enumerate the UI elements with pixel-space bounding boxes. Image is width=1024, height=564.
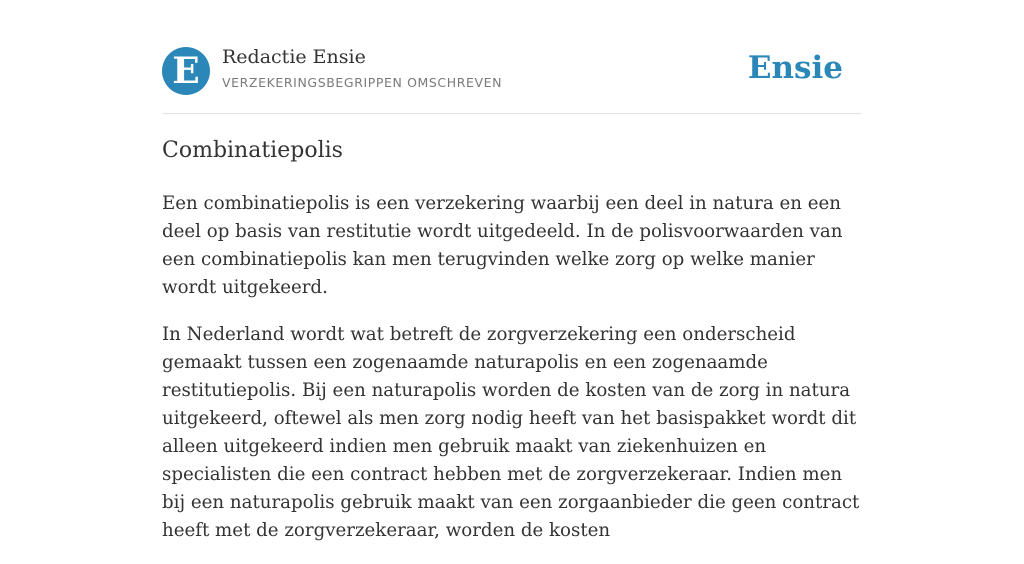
author-subtitle: VERZEKERINGSBEGRIPPEN OMSCHREVEN bbox=[222, 75, 503, 90]
ensie-logo-icon[interactable]: E bbox=[162, 47, 210, 95]
article-header bbox=[162, 46, 862, 96]
paragraph: In Nederland wordt wat betreft de zorgverzekering een onderscheid gemaakt tussen een zogenaamde naturapolis en een zogenaamde restitutiepolis. Bij een naturapolis worden de kosten van de zorg in natura uitgekeerd, oftewel als men zorg nodig heeft van het basispakket wordt dit alleen uitgekeerd indien men gebruik maakt van ziekenhuizen en specialisten die een contract hebben met de zorgverzekeraar. Indien men bij een naturapolis gebruik maakt van een zorgaanbieder die geen contract heeft met de zorgverzekeraar, worden de kosten bbox=[162, 324, 860, 541]
paragraph: Een combinatiepolis is een verzekering waarbij een deel in natura en een deel op basis van restitutie wordt uitgedeeld. In de polisvoorwaarden van een combinatiepolis kan men terugvinden welke zorg op welke manier wordt uitgekeerd. bbox=[162, 193, 843, 298]
author-name[interactable]: Redactie Ensie bbox=[222, 46, 366, 68]
header-divider bbox=[162, 113, 862, 114]
brand-logo[interactable]: Ensie bbox=[747, 50, 843, 86]
article-title: Combinatiepolis bbox=[162, 138, 343, 163]
article-body bbox=[162, 190, 862, 564]
